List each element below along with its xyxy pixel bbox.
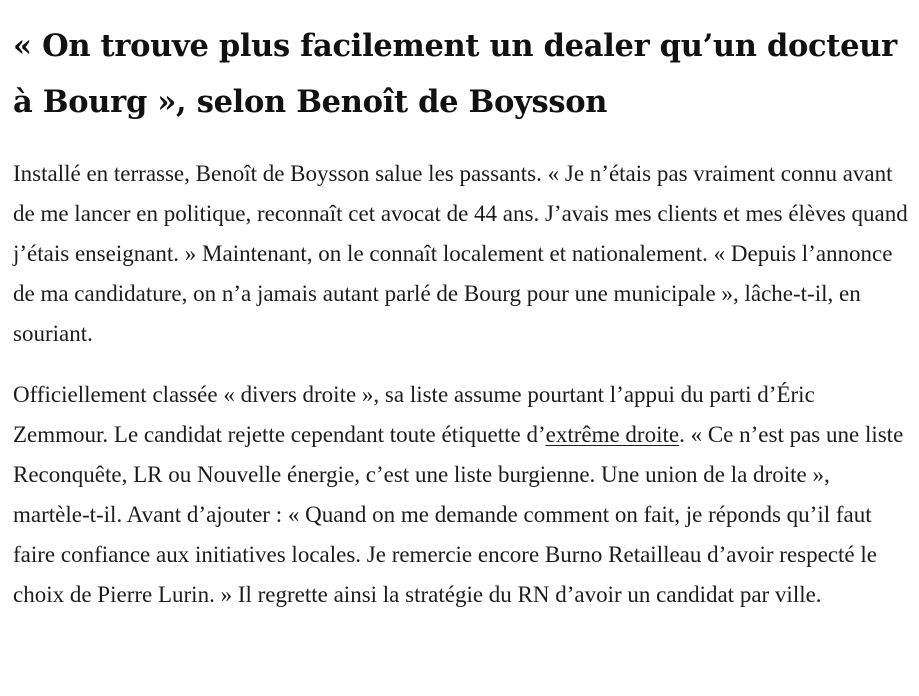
article-paragraph-1: Installé en terrasse, Benoît de Boysson salue les passants. « Je n’étais pas vraiment connu avant de me lancer en politique, reconnaît cet avocat de 44 ans. J’avais mes clients et mes élèves quand j’étais enseignant. » Maintenant, on le connaît localement et nationalement. « Depuis l’annonce de ma candidature, on n’a jamais autant parlé de Bourg pour une municipale », lâche-t-il, en souriant. — [13, 161, 908, 346]
extreme-droite-link[interactable]: extrême droite — [545, 422, 680, 447]
article-body — [13, 18, 911, 615]
article-paragraph-2 — [13, 375, 911, 615]
article-headline: « On trouve plus facilement un dealer qu’un docteur à Bourg », selon Benoît de Boysson — [13, 28, 897, 120]
paragraph-2-text-after-link: . « Ce n’est pas une liste Reconquête, LR ou Nouvelle énergie, c’est une liste burgienne. Une union de la droite », martèle-t-il. Avant d’ajouter : « Quand on me demande comment on fait, je réponds qu’il faut faire confiance aux initiatives locales. Je remercie encore Burno Retailleau d’avoir respecté le choix de Pierre Lurin. » Il regrette ainsi la stratégie du RN d’avoir un candidat par ville. — [13, 422, 904, 607]
paragraph-2-text-before-link: Officiellement classée « divers droite », sa liste assume pourtant l’appui du parti d’Éric Zemmour. Le candidat rejette cependant toute étiquette d’ — [13, 382, 815, 447]
